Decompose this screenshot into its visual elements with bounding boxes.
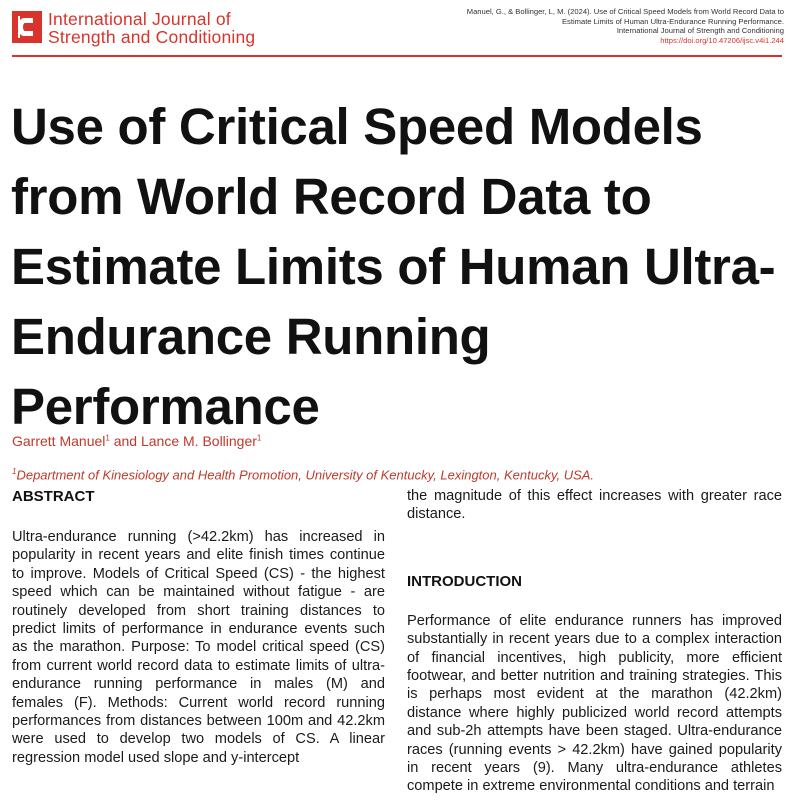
author-name: Garrett Manuel xyxy=(12,433,106,449)
affiliation-mark: 1 xyxy=(12,467,17,476)
citation-line-2: Estimate Limits of Human Ultra-Endurance Running Performance. xyxy=(561,16,784,26)
author-joiner: and xyxy=(109,433,141,449)
author-list xyxy=(12,433,261,449)
left-column xyxy=(12,488,385,767)
right-column xyxy=(407,487,782,796)
author-affiliation-mark: 1 xyxy=(256,433,262,443)
header-divider xyxy=(12,55,782,57)
affiliation-text: Department of Kinesiology and Health Promotion, University of Kentucky, Lexington, Kentucky, USA. xyxy=(16,467,595,483)
citation-line-3: International Journal of Strength and Conditioning xyxy=(616,26,784,36)
introduction-heading: INTRODUCTION xyxy=(407,572,522,590)
methods-text: : Current world record running performances from distances between 100m and 42.2km were used to develop two models of CS. A linear regression model used slope and y-intercept xyxy=(12,694,385,766)
abstract-intro-text: Ultra-endurance running (>42.2km) has increased in popularity in recent years and elite finish times continue to improve. Models of Critical Speed (CS) - the highest speed which can be maintained without fatigue - are routinely developed from short training distances to predict limits of performance in endurance events such as the marathon. xyxy=(12,529,385,656)
journal-logo-icon xyxy=(12,11,42,43)
citation-line-1: Manuel, G., & Bollinger, L, M. (2024). Use of Critical Speed Models from World Record Data to xyxy=(466,7,784,16)
introduction-text: Performance of elite endurance runners has improved substantially in recent years due to a complex interaction of financial incentives, high publicity, more efficient footwear, and better nutrition and training strategies. This is perhaps most evident at the marathon (42.2km) distance where highly publicized world record attempts and sub-2h attempts have been staged. Ultra-endurance races (running events > 42.2km) have gained popularity in recent years (9). Many ultra-endurance athletes compete in extreme environmental conditions and terrain xyxy=(407,612,782,795)
methods-label: Methods xyxy=(107,694,164,711)
purpose-label: Purpose xyxy=(131,639,186,656)
author-name: Lance M. Bollinger xyxy=(140,433,257,449)
journal-name-line2: Strength and Conditioning xyxy=(48,27,256,47)
doi-link[interactable]: https://doi.org/10.47206/ijsc.v4i1.244 xyxy=(660,35,784,45)
affiliation xyxy=(12,467,594,482)
abstract-heading: ABSTRACT xyxy=(12,488,95,505)
journal-header xyxy=(0,0,800,60)
article-title: Use of Critical Speed Models from World Record Data to Estimate Limits of Human Ultra-Endurance Running Performance xyxy=(11,98,776,435)
abstract-text xyxy=(12,528,385,767)
journal-name xyxy=(48,10,255,46)
journal-logo xyxy=(12,10,330,48)
purpose-text: : To model critical speed (CS) from current world record data to estimate limits of ultra-endurance running performance in males (M) and females (F). xyxy=(12,639,385,711)
author-affiliation-mark: 1 xyxy=(105,433,110,443)
journal-name-line1: International Journal of xyxy=(48,9,231,29)
abstract-continuation: the magnitude of this effect increases with greater race distance. xyxy=(407,488,782,523)
citation-block xyxy=(404,7,784,45)
